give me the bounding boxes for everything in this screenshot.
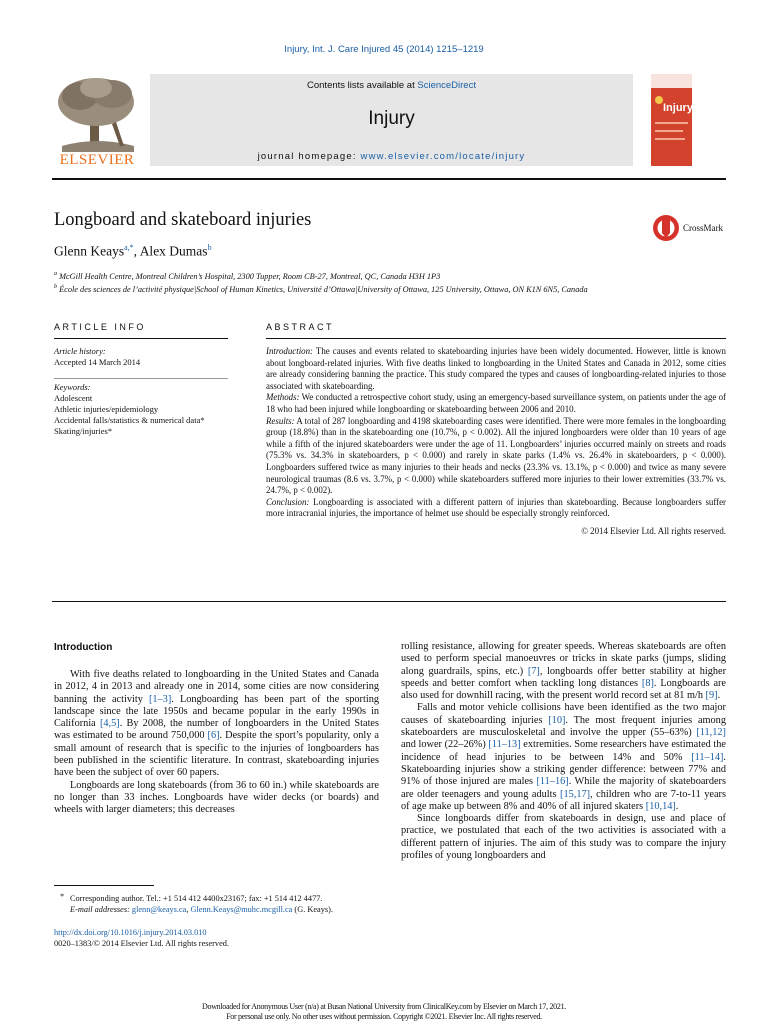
section-heading: Introduction <box>54 642 113 653</box>
author-sup[interactable]: b <box>207 243 212 252</box>
citation-link[interactable]: [1–3] <box>148 693 172 705</box>
keywords-label: Keywords: <box>54 382 91 392</box>
section-text: Longboarding is associated with a different pattern of injuries than skateboarding. Because longboarders suffer more intracranial injuries, the importance of helmet use should be especially strongly reinforced. <box>266 496 726 519</box>
contents-prefix: Contents lists available at <box>307 80 418 91</box>
text-segment: , children who are 7-to-11 years of age make up between 8% and 40% of all injured skaters <box>401 788 726 812</box>
sciencedirect-link[interactable]: ScienceDirect <box>417 80 476 91</box>
paragraph <box>401 641 726 702</box>
author-sup[interactable]: a,* <box>124 243 134 252</box>
journal-header <box>52 72 692 172</box>
paragraph <box>54 669 379 780</box>
text-segment: . <box>675 800 679 812</box>
email-link[interactable]: glenn@keays.ca <box>131 905 187 914</box>
section-text: A total of 287 longboarding and 4198 skateboarding cases were identified. There were more females in the longboarding group (18.8%) than in the skateboarding one (10.7%, p < 0.002). All the injured longboarders were older than 10 years of age while a fifth of the injured skateboarders were under the age of 11. Longboarders’ injuries occurred mainly on streets and roads (75.3% vs. 34.3% in skateboarders, p < 0.000) and rarely in skate parks (1.4% vs. 26.4% in skateboarders, p < 0.000). Longboarders suffered twice as many injuries to their heads and necks (23.3% vs. 13.1%, p < 0.000) and twice as many severe neurological traumas (8.6 vs. 3.7%, p < 0.000) while skateboarders suffered more injuries to their lower extremities (33.7% vs. 24.7%, p < 0.002). <box>266 415 726 496</box>
cover-emblem-icon <box>655 96 663 104</box>
text-segment: With five deaths related to longboarding in the United States and Canada in 2012, 4 in 2013 and already one in 2014, some cities are now considering banning the activity <box>54 669 379 705</box>
affiliation-sup: b <box>54 283 57 290</box>
text-segment: rolling resistance, allowing for greater speeds. Whereas skateboards are often used to perform special manoeuvres or tricks in skate parks (jumps, sliding along guardrails, spins, etc.) <box>401 641 726 677</box>
keyword: Adolescent <box>54 393 93 403</box>
elsevier-logo <box>52 74 142 170</box>
keywords-rule <box>54 378 228 379</box>
citation-link[interactable]: [7] <box>527 665 540 677</box>
doi-block <box>54 927 229 949</box>
copyright: © 2014 Elsevier Ltd. All rights reserved. <box>581 525 726 536</box>
affiliations <box>54 269 734 295</box>
author-name: Alex Dumas <box>139 243 208 259</box>
email-link[interactable]: Glenn.Keays@muhc.mcgill.ca <box>190 905 293 914</box>
abstract-rule <box>266 338 726 339</box>
author-list <box>54 243 212 260</box>
issn-line: 0020–1383/© 2014 Elsevier Ltd. All rights reserved. <box>54 939 229 948</box>
affiliation <box>54 269 734 282</box>
text-segment: . Longboarding has been part of the sporting landscape since the late 1950s and became popular in the early 1990s in California <box>54 693 379 730</box>
homepage-link[interactable]: www.elsevier.com/locate/injury <box>360 151 526 162</box>
text-segment: Falls and motor vehicle collisions have been identified as the two major causes of skateboarding injuries <box>401 702 726 726</box>
paragraph <box>54 780 379 817</box>
download-line: Downloaded for Anonymous User (n/a) at Busan National University from ClinicalKey.com by Elsevier on March 17, 2021. <box>202 1002 566 1011</box>
email-label: E-mail addresses: <box>70 905 130 914</box>
paragraph <box>401 702 726 813</box>
crossmark-icon <box>652 213 680 243</box>
journal-citation[interactable]: Injury, Int. J. Care Injured 45 (2014) 1215–1219 <box>284 44 484 55</box>
text-segment: . <box>717 690 721 702</box>
citation-link[interactable]: [11–13] <box>488 739 521 751</box>
citation-link[interactable]: [8] <box>641 677 654 689</box>
elsevier-tree-icon <box>52 74 142 154</box>
right-column <box>401 641 726 862</box>
citation-link[interactable]: [10,14] <box>645 800 676 812</box>
email-separator: , <box>186 905 191 914</box>
keyword: Skating/injuries* <box>54 426 113 436</box>
homepage-line <box>150 151 633 162</box>
abstract-conclusion <box>266 497 726 520</box>
footnote-star: * <box>60 892 65 901</box>
homepage-prefix: journal homepage: <box>257 151 361 162</box>
citation-link[interactable]: [4,5] <box>99 718 120 730</box>
text-segment: . Despite the sport’s popularity, only a small amount of research that is specific to the injuries of longboarders has been published in the scientific literature. In contrast, skateboarding injuries have been the subject of over 60 papers. <box>54 730 379 779</box>
section-label: Introduction: <box>266 346 313 356</box>
history-label: Article history: <box>54 346 106 356</box>
corresponding-author: Corresponding author. Tel.: +1 514 412 4400x23167; fax: +1 514 412 4477. <box>70 894 323 903</box>
text-segment: , longboards offer better stability at higher speeds and better comfort when tackling long distances <box>401 665 727 689</box>
crossmark-label: CrossMark <box>683 223 723 233</box>
section-label: Conclusion: <box>266 496 310 507</box>
citation-link[interactable]: [10] <box>548 714 566 726</box>
article-info-rule <box>54 338 228 339</box>
citation-link[interactable]: [11,12] <box>696 727 726 739</box>
cover-title: Injury <box>663 102 693 114</box>
text-segment: . By 2008, the number of longboarders in the United States was estimated to be around 750,000 <box>54 718 380 742</box>
abstract-methods <box>266 392 726 415</box>
text-segment: extremities. Some researchers have estimated the incidence of head injuries to be between 14% and 50% <box>401 739 726 763</box>
article-info-heading: ARTICLE INFO <box>54 322 146 332</box>
keywords-block <box>54 382 244 437</box>
footnote-rule <box>54 885 154 886</box>
download-notice <box>0 1002 768 1022</box>
affiliation-text: École des sciences de l’activité physique|School of Human Kinetics, Université d’Ottawa|University of Ottawa, 125 University, Ottawa, ON K1N 6N5, Canada <box>59 284 588 294</box>
doi-link[interactable]: http://dx.doi.org/10.1016/j.injury.2014.03.010 <box>54 928 207 937</box>
text-segment: Since longboards differ from skateboards in design, use and place of practice, we postulated that each of the two activities is associated with a different pattern of injuries. The aim of this study was to compare the injury profiles of young longboarders and <box>401 813 726 862</box>
citation-link[interactable]: [11–14] <box>691 751 724 763</box>
abstract-results <box>266 416 726 497</box>
keyword: Athletic injuries/epidemiology <box>54 404 159 414</box>
citation-link[interactable]: [11–16] <box>536 776 569 788</box>
journal-name: Injury <box>368 108 415 129</box>
text-segment: and lower (22–26%) <box>401 739 489 751</box>
text-segment: Longboards are long skateboards (from 36 to 60 in.) while skateboards are no longer than 33 inches. Longboards have wider decks (or boards) and wheels with larger diameters; this decreases <box>54 779 379 816</box>
contents-line <box>150 80 633 91</box>
publisher-logo-text: ELSEVIER <box>59 152 135 168</box>
download-line: For personal use only. No other uses without permission. Copyright ©2021. Elsevier Inc. All rights reserved. <box>226 1012 542 1021</box>
journal-cover <box>651 74 692 166</box>
text-segment: . While the majority of skateboarders are older teenagers and young adults <box>401 776 726 800</box>
citation-link[interactable]: [6] <box>207 730 220 742</box>
citation-link[interactable]: [15,17] <box>560 788 591 800</box>
footnote <box>58 893 388 915</box>
section-label: Results: <box>266 415 295 426</box>
history-value: Accepted 14 March 2014 <box>54 357 141 367</box>
section-label: Methods: <box>266 392 300 403</box>
keyword: Accidental falls/statistics & numerical data* <box>54 415 205 425</box>
section-text: We conducted a retrospective cohort study, using an emergency-based surveillance system, on patients under the age of 18 who had been injured while longboarding or skateboarding between 2006 and 2010. <box>266 392 726 414</box>
affiliation <box>54 282 734 295</box>
left-column <box>54 642 379 817</box>
article-title: Longboard and skateboard injuries <box>54 210 312 230</box>
crossmark-badge[interactable] <box>652 213 732 243</box>
left-body-text <box>54 669 379 817</box>
header-rule <box>52 178 726 180</box>
abstract-heading: ABSTRACT <box>266 322 335 332</box>
body-rule <box>52 601 726 602</box>
text-segment: . The most frequent injuries among skateboarders are musculoskeletal and involve the upper (55–63%) <box>401 714 726 739</box>
email-suffix: (G. Keays). <box>292 905 333 914</box>
citation-link[interactable]: [9] <box>705 690 718 702</box>
abstract-introduction <box>266 346 726 392</box>
abstract-body <box>266 346 726 538</box>
affiliation-text: McGill Health Centre, Montreal Children’s Hospital, 2300 Tupper, Room CB-27, Montreal, QC, Canada H3H 1P3 <box>59 271 441 281</box>
section-text: The causes and events related to skateboarding injuries have been widely documented. However, little is known about longboard-related injuries. With five deaths linked to longboarding in the United States and Canada in 2012, some cities are already considering banning the practice. This study compared the types and causes of longboarding-related injuries to those associated with skateboarding. <box>266 346 726 391</box>
affiliation-sup: a <box>54 271 57 277</box>
author-name: Glenn Keays <box>54 243 125 259</box>
text-segment: . Skateboarding injuries show a striking gender difference: between 77% and 91% of those injured are males <box>401 751 726 788</box>
article-history <box>54 346 234 368</box>
paragraph <box>401 813 726 862</box>
right-body-text <box>401 641 726 862</box>
author-separator: , <box>133 243 140 259</box>
journal-banner <box>150 74 633 166</box>
text-segment: . Longboards are also used for downhill racing, with the present world record set at 81 m/h <box>401 677 727 702</box>
